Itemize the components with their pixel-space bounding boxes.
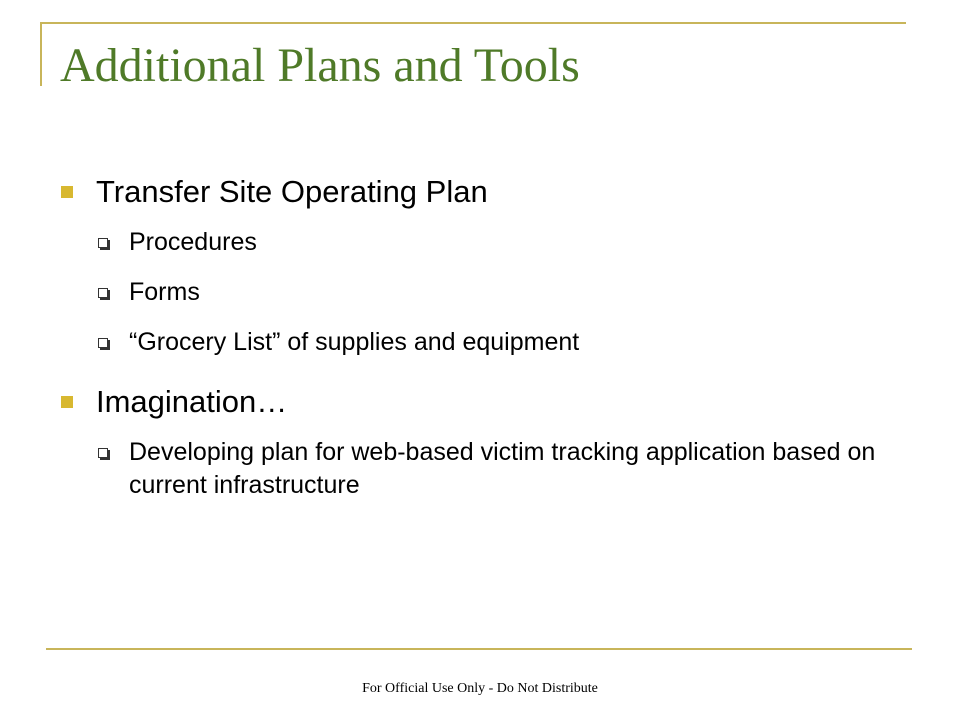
sub-bullet-item	[60, 226, 880, 259]
bullet-item	[60, 172, 880, 212]
sub-bullet-item	[60, 276, 880, 309]
square-bullet-icon	[61, 186, 73, 198]
sub-bullet-text: Procedures	[129, 228, 257, 256]
square-bullet-icon	[61, 396, 73, 408]
sub-bullet-list	[60, 226, 880, 359]
bullet-list	[60, 172, 880, 519]
left-accent-line	[40, 22, 42, 86]
sub-bullet-text: “Grocery List” of supplies and equipment	[129, 328, 580, 356]
sub-bullet-text: Forms	[129, 278, 200, 306]
checkbox-bullet-icon	[98, 238, 108, 248]
sub-bullet-item	[60, 436, 880, 502]
checkbox-bullet-icon	[98, 338, 108, 348]
bullet-item	[60, 382, 880, 422]
checkbox-bullet-icon	[98, 288, 108, 298]
sub-bullet-text: Developing plan for web-based victim tracking application based on current infrastructure	[129, 438, 876, 499]
top-accent-line	[40, 22, 906, 24]
sub-bullet-item	[60, 326, 880, 359]
slide-title: Additional Plans and Tools	[60, 39, 580, 92]
checkbox-bullet-icon	[98, 448, 108, 458]
sub-bullet-list	[60, 436, 880, 502]
bullet-text: Transfer Site Operating Plan	[96, 174, 488, 209]
footer-divider	[46, 648, 912, 650]
footer-text: For Official Use Only - Do Not Distribute	[362, 681, 598, 696]
bullet-text: Imagination…	[96, 384, 288, 419]
